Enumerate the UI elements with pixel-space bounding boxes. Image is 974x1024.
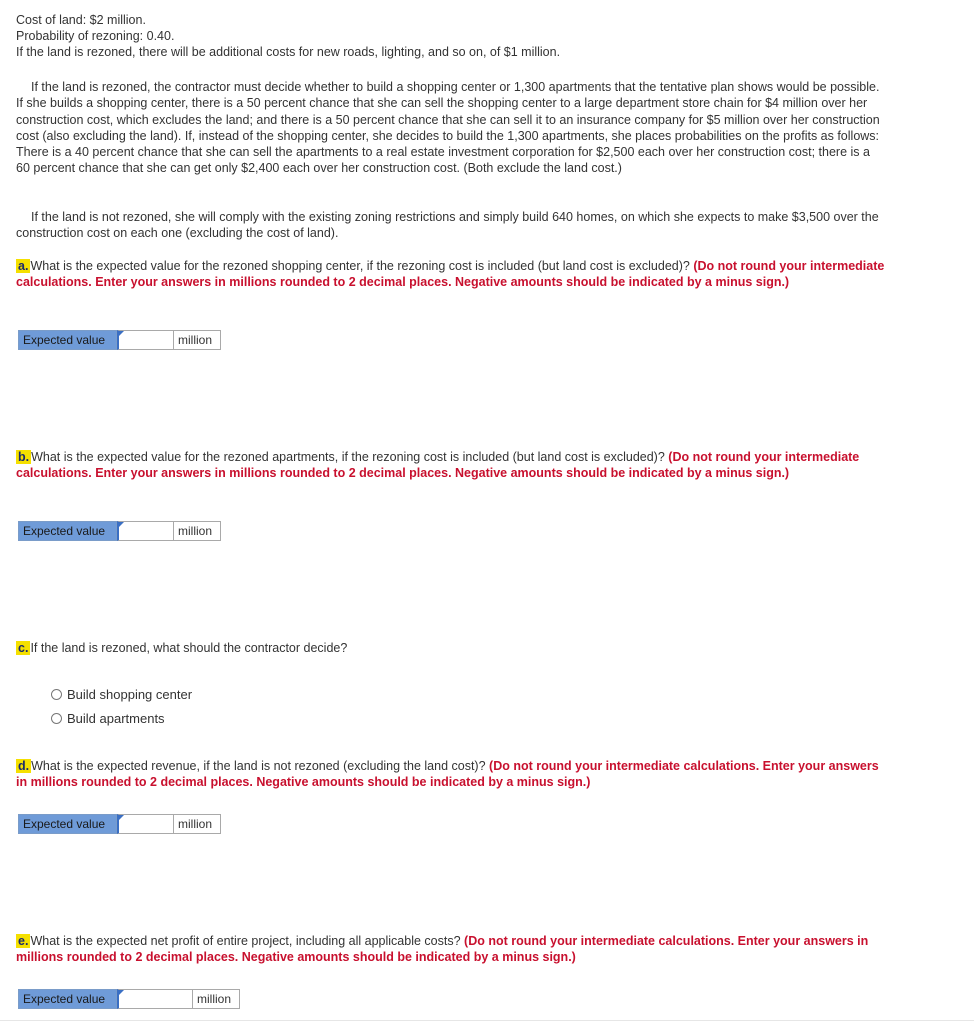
answer-input-b[interactable]	[117, 521, 174, 541]
answer-unit-d: million	[174, 814, 221, 834]
question-letter-c: c.	[18, 641, 29, 655]
answer-row-d	[18, 814, 221, 834]
given-additional-costs: If the land is rezoned, there will be additional costs for new roads, lighting, and so on, of $1 million.	[16, 45, 561, 59]
given-rezoning-probability: Probability of rezoning: 0.40.	[16, 29, 175, 43]
radio-option-shopping-center[interactable]	[51, 687, 192, 702]
scenario-not-rezoned-paragraph: If the land is not rezoned, she will comply with the existing zoning restrictions and simply build 640 homes, on which she expects to make $3,500 over the construction cost on each one (excluding the cost of land).	[16, 210, 879, 241]
given-land-cost: Cost of land: $2 million.	[16, 13, 146, 27]
answer-input-e[interactable]	[117, 989, 193, 1009]
question-letter-d: d.	[18, 759, 30, 773]
input-marker-icon	[119, 990, 124, 995]
question-b	[16, 449, 886, 482]
input-marker-icon	[119, 522, 124, 527]
question-a-instruction: (Do not round your intermediate calculations. Enter your answers in millions rounded to 2 decimal places. Negative amounts should be indicated by a minus sign.)	[16, 259, 885, 290]
question-letter-b: b.	[18, 450, 30, 464]
radio-label-apartments: Build apartments	[67, 711, 165, 726]
question-d	[16, 758, 886, 791]
answer-label-e: Expected value	[18, 989, 117, 1009]
bottom-divider	[0, 1020, 974, 1021]
question-c-text: If the land is rezoned, what should the contractor decide?	[30, 641, 348, 655]
answer-input-d[interactable]	[117, 814, 174, 834]
answer-unit-b: million	[174, 521, 221, 541]
question-d-text: What is the expected revenue, if the land is not rezoned (excluding the land cost)?	[31, 759, 486, 773]
question-e	[16, 933, 886, 966]
question-b-text: What is the expected value for the rezoned apartments, if the rezoning cost is included (but land cost is excluded)?	[31, 450, 665, 464]
radio-option-apartments[interactable]	[51, 711, 165, 726]
question-e-text: What is the expected net profit of entire project, including all applicable costs?	[30, 934, 461, 948]
answer-label-b: Expected value	[18, 521, 117, 541]
answer-row-b	[18, 521, 221, 541]
answer-unit-a: million	[174, 330, 221, 350]
answer-label-d: Expected value	[18, 814, 117, 834]
input-marker-icon	[119, 331, 124, 336]
answer-row-a	[18, 330, 221, 350]
radio-label-shopping-center: Build shopping center	[67, 687, 193, 702]
radio-button-icon[interactable]	[51, 713, 62, 724]
question-letter-a: a.	[18, 259, 29, 273]
question-e-instruction: (Do not round your intermediate calculations. Enter your answers in millions rounded to 2 decimal places. Negative amounts should be indicated by a minus sign.)	[16, 934, 869, 965]
radio-button-icon[interactable]	[51, 689, 62, 700]
question-c	[16, 640, 886, 656]
answer-input-a[interactable]	[117, 330, 174, 350]
answer-row-e	[18, 989, 240, 1009]
answer-label-a: Expected value	[18, 330, 117, 350]
scenario-rezoned-paragraph: If the land is rezoned, the contractor must decide whether to build a shopping center or 1,300 apartments that the tentative plan shows would be possible. If she builds a shopping center, there is a 50 percent chance that she can sell the shopping center to a large department store chain for $4 million over her construction cost, which excludes the land; and there is a 50 percent chance that she can sell it to an insurance company for $5 million over her construction cost (also excluding the land). If, instead of the shopping center, she decides to build the 1,300 apartments, she places probabilities on the profits as follows: There is a 40 percent chance that she can sell the apartments to a real estate investment corporation for $2,500 each over her construction cost; there is a 60 percent chance that she can get only $2,400 each over her construction cost. (Both exclude the land cost.)	[16, 80, 880, 176]
question-a-text: What is the expected value for the rezoned shopping center, if the rezoning cost is included (but land cost is excluded)?	[30, 259, 690, 273]
question-b-instruction: (Do not round your intermediate calculations. Enter your answers in millions rounded to 2 decimal places. Negative amounts should be indicated by a minus sign.)	[16, 450, 860, 481]
question-d-instruction: (Do not round your intermediate calculations. Enter your answers in millions rounded to 2 decimal places. Negative amounts should be indicated by a minus sign.)	[16, 759, 879, 790]
answer-unit-e: million	[193, 989, 240, 1009]
input-marker-icon	[119, 815, 124, 820]
question-letter-e: e.	[18, 934, 29, 948]
question-a	[16, 258, 886, 291]
